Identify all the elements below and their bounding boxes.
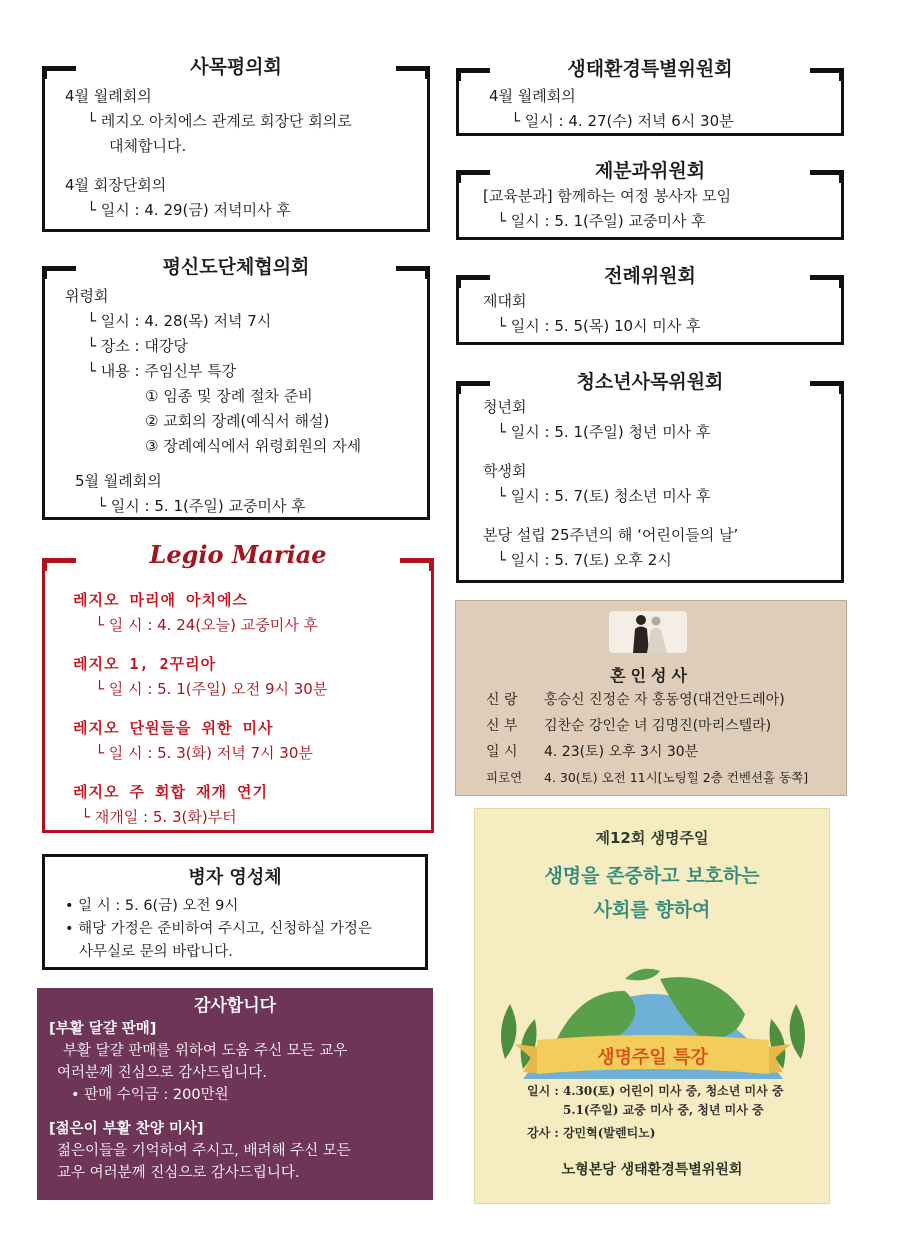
samok-title: 사목평의회	[190, 56, 282, 78]
pyeongsin-title: 평신도단체협의회	[162, 256, 310, 278]
wedding-row: 신 부 김찬순 강인순 녀 김명진(마리스텔라)	[486, 718, 772, 734]
youth-title: 청소년사목위원회	[576, 371, 724, 393]
samok-line: └ 일시 : 4. 29(금) 저녁미사 후	[87, 201, 291, 219]
pyeongsin-line: ③ 장례예식에서 위령회원의 자세	[145, 437, 362, 455]
life-sunday-poster	[474, 808, 830, 1204]
thanks-line: 젊은이들을 기억하여 주시고, 배려해 주신 모든	[57, 1143, 351, 1159]
legio-item-detail: └ 재개일 : 5. 3(화)부터	[81, 808, 237, 826]
wedding-box	[455, 600, 847, 796]
pyeongsin-line: ① 임종 및 장례 절차 준비	[145, 387, 313, 405]
samok-line: 대체합니다.	[109, 137, 187, 155]
wedding-row: 피로연 4. 30(토) 오전 11시[노팅힐 2층 컨벤션홀 동쪽]	[486, 770, 809, 785]
jebun-line: [교육분과] 함께하는 여정 봉사자 모임	[483, 187, 732, 205]
youth-line: 학생회	[483, 462, 527, 480]
liturgy-box	[456, 265, 844, 345]
samok-box	[42, 56, 430, 232]
legio-title: Legio Mariae	[149, 540, 327, 569]
thanks-line: 부활 달걀 판매를 위하여 도움 주신 모든 교우	[63, 1043, 348, 1059]
eco-box	[456, 58, 844, 136]
thanks-line: [젊은이 부활 찬양 미사]	[49, 1121, 204, 1137]
pyeongsin-box	[42, 256, 430, 520]
youth-line: 본당 설립 25주년의 해 ‘어린이들의 날’	[483, 526, 739, 544]
legio-item-head: 레지오 단원들을 위한 미사	[73, 719, 274, 737]
legio-item-head: 레지오 마리애 아치에스	[73, 591, 248, 609]
pyeongsin-line: └ 일시 : 4. 28(목) 저녁 7시	[87, 312, 272, 330]
jebun-line: └ 일시 : 5. 1(주일) 교중미사 후	[497, 212, 706, 230]
sick-line: • 해당 가정은 준비하여 주시고, 신청하실 가정은	[65, 921, 372, 937]
legio-item-detail: └ 일 시 : 5. 3(화) 저녁 7시 30분	[95, 744, 313, 762]
poster-top: 제12회 생명주일	[595, 829, 709, 847]
thanks-line: 여러분께 진심으로 감사드립니다.	[57, 1065, 267, 1081]
youth-line: └ 일시 : 5. 7(토) 오후 2시	[497, 551, 672, 569]
wedding-row: 신 랑 홍승신 진정순 자 홍동영(대건안드레아)	[486, 692, 785, 708]
pyeongsin-line: └ 장소 : 대강당	[87, 337, 188, 355]
legio-item-head: 레지오 주 회합 재개 연기	[73, 783, 269, 801]
thanks-title: 감사합니다	[193, 996, 277, 1016]
thanks-line: [부활 달걀 판매]	[49, 1021, 157, 1037]
eco-line: └ 일시 : 4. 27(수) 저녁 6시 30분	[511, 112, 734, 130]
thanks-line: 교우 여러분께 진심으로 감사드립니다.	[57, 1165, 300, 1181]
eco-line: 4월 월례회의	[489, 87, 576, 105]
samok-line: 4월 회장단회의	[65, 176, 167, 194]
legio-item-detail: └ 일 시 : 5. 1(주일) 오전 9시 30분	[95, 680, 328, 698]
pyeongsin-line: 5월 월례회의	[75, 472, 162, 490]
jebun-title: 제분과위원회	[594, 160, 706, 182]
pyeongsin-line: └ 일시 : 5. 1(주일) 교중미사 후	[97, 497, 306, 515]
youth-line: 청년회	[483, 398, 527, 416]
wedding-title: 혼인성사	[610, 666, 692, 685]
legio-item-detail: └ 일 시 : 4. 24(오늘) 교중미사 후	[95, 616, 318, 634]
liturgy-line: └ 일시 : 5. 5(목) 10시 미사 후	[497, 317, 701, 335]
jebun-box	[456, 160, 844, 240]
wedding-row: 일 시 4. 23(토) 오후 3시 30분	[486, 744, 699, 760]
liturgy-title: 전례위원회	[604, 265, 696, 287]
samok-line: └ 레지오 아치에스 관계로 회장단 회의로	[87, 112, 352, 130]
poster-footer: 노형본당 생태환경특별위원회	[561, 1162, 743, 1178]
legio-box	[42, 540, 434, 833]
poster-banner: 생명주일 특강	[597, 1047, 708, 1068]
sick-title: 병자 영성체	[188, 867, 282, 888]
poster-headline: 생명을 존중하고 보호하는 사회를 향하여	[544, 865, 760, 921]
eco-title: 생태환경특별위원회	[567, 58, 733, 80]
sick-box	[42, 854, 428, 970]
sick-line: 사무실로 문의 바랍니다.	[79, 944, 233, 960]
sick-line: • 일 시 : 5. 6(금) 오전 9시	[65, 898, 239, 914]
pyeongsin-line: └ 내용 : 주임신부 특강	[87, 362, 237, 380]
poster-detail: 일시 : 4.30(토) 어린이 미사 중, 청소년 미사 중 5.1(주일) 교중 미사 중, 청년 미사 중 강사 : 강민혁(발렌티노)	[527, 1084, 784, 1140]
youth-line: └ 일시 : 5. 7(토) 청소년 미사 후	[497, 487, 711, 505]
legio-item-head: 레지오 1, 2꾸리아	[73, 655, 217, 673]
youth-line: └ 일시 : 5. 1(주일) 청년 미사 후	[497, 423, 711, 441]
pyeongsin-line: 위령회	[65, 287, 109, 305]
youth-box	[456, 371, 844, 583]
wedding-couple-icon	[609, 611, 687, 653]
thanks-line: • 판매 수익금 : 200만원	[71, 1087, 229, 1103]
pyeongsin-line: ② 교회의 장례(예식서 해설)	[145, 412, 330, 430]
thanks-box	[37, 988, 433, 1200]
liturgy-line: 제대회	[483, 292, 527, 310]
samok-line: 4월 월례회의	[65, 87, 152, 105]
